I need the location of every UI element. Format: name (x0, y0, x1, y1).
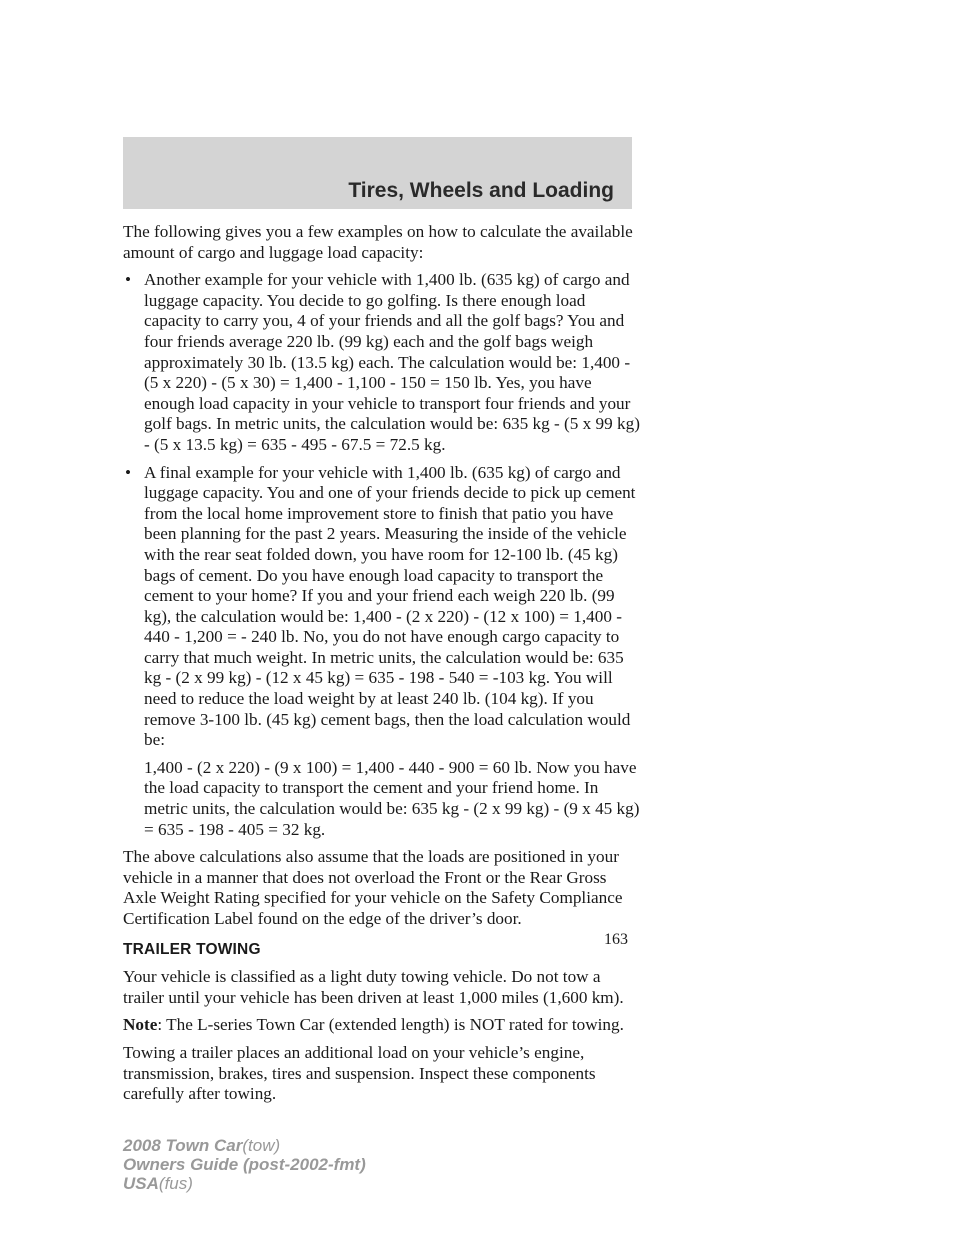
note-label: Note (123, 1015, 158, 1035)
bullet-icon: • (125, 270, 132, 290)
note-text: : The L-series Town Car (extended length) is NOT rated for towing. (157, 1015, 624, 1035)
footer (123, 1136, 366, 1193)
towing-load-paragraph: Towing a trailer places an additional load on your vehicle’s engine, transmission, brakes, tires and suspension. Inspect these components carefully after towing. (123, 1042, 596, 1104)
header-band (123, 137, 632, 209)
list-item (123, 463, 643, 751)
page-header-title: Tires, Wheels and Loading (348, 179, 614, 202)
page-content (123, 222, 643, 1112)
footer-line-3: USA(fus) (123, 1174, 193, 1193)
section-heading: TRAILER TOWING (123, 940, 261, 958)
towing-paragraph: Your vehicle is classified as a light duty towing vehicle. Do not tow a trailer until your vehicle has been driven at least 1,000 miles (1,600 km). (123, 967, 624, 1007)
above-calculations-paragraph: The above calculations also assume that the loads are positioned in your vehicle in a manner that does not overload the Front or the Rear Gross Axle Weight Rating specified for your vehicle on the Safety Compliance Certification Label found on the edge of the driver’s door. (123, 847, 623, 928)
page-number: 163 (604, 931, 628, 948)
footer-line-2: Owners Guide (post-2002-fmt) (123, 1155, 366, 1174)
list-item-text: A final example for your vehicle with 1,400 lb. (635 kg) of cargo and luggage capacity. You and one of your friends decide to pick up cement from the local home improvement store to finish that patio you have been planning for the past 2 years. Measuring the inside of the vehicle with the rear seat folded down, you have room for 12-100 lb. (45 kg) bags of cement. Do you have enough load capacity to transport the cement to your home? If you and your friend each weigh 220 lb. (99 kg), the calculation would be: 1,400 - (2 x 220) - (12 x 100) = 1,400 - 440 - 1,200 = - 240 lb. No, you do not have enough cargo capacity to carry that much weight. In metric units, the calculation would be: 635 kg - (2 x 99 kg) - (12 x 45 kg) = 635 - 198 - 540 = -103 kg. You will need to reduce the load weight by at least 240 lb. (104 kg). If you remove 3-100 lb. (45 kg) cement bags, then the load calculation would be: (144, 462, 636, 750)
intro-paragraph: The following gives you a few examples on how to calculate the available amount of cargo and luggage load capacity: (123, 222, 633, 262)
continuation-paragraph: 1,400 - (2 x 220) - (9 x 100) = 1,400 - 440 - 900 = 60 lb. Now you have the load capacity to transport the cement and your friend home. In metric units, the calculation would be: 635 kg - (2 x 99 kg) - (9 x 45 kg) = 635 - 198 - 405 = 32 kg. (144, 757, 640, 839)
list-item-text: Another example for your vehicle with 1,400 lb. (635 kg) of cargo and luggage capacity. You decide to go golfing. Is there enough load capacity to carry you, 4 of your friends and all the golf bags? You and four friends average 220 lb. (99 kg) each and the golf bags weigh approximately 30 lb. (13.5 kg) each. The calculation would be: 1,400 - (5 x 220) - (5 x 30) = 1,400 - 1,100 - 150 = 150 lb. Yes, you have enough load capacity in your vehicle to transport four friends and your golf bags. In metric units, the calculation would be: 635 kg - (5 x 99 kg) - (5 x 13.5 kg) = 635 - 495 - 67.5 = 72.5 kg. (144, 270, 640, 454)
note-paragraph (123, 1015, 643, 1036)
bullet-icon: • (125, 462, 132, 482)
list-item (123, 270, 643, 455)
footer-line-1: 2008 Town Car(tow) (123, 1136, 281, 1155)
